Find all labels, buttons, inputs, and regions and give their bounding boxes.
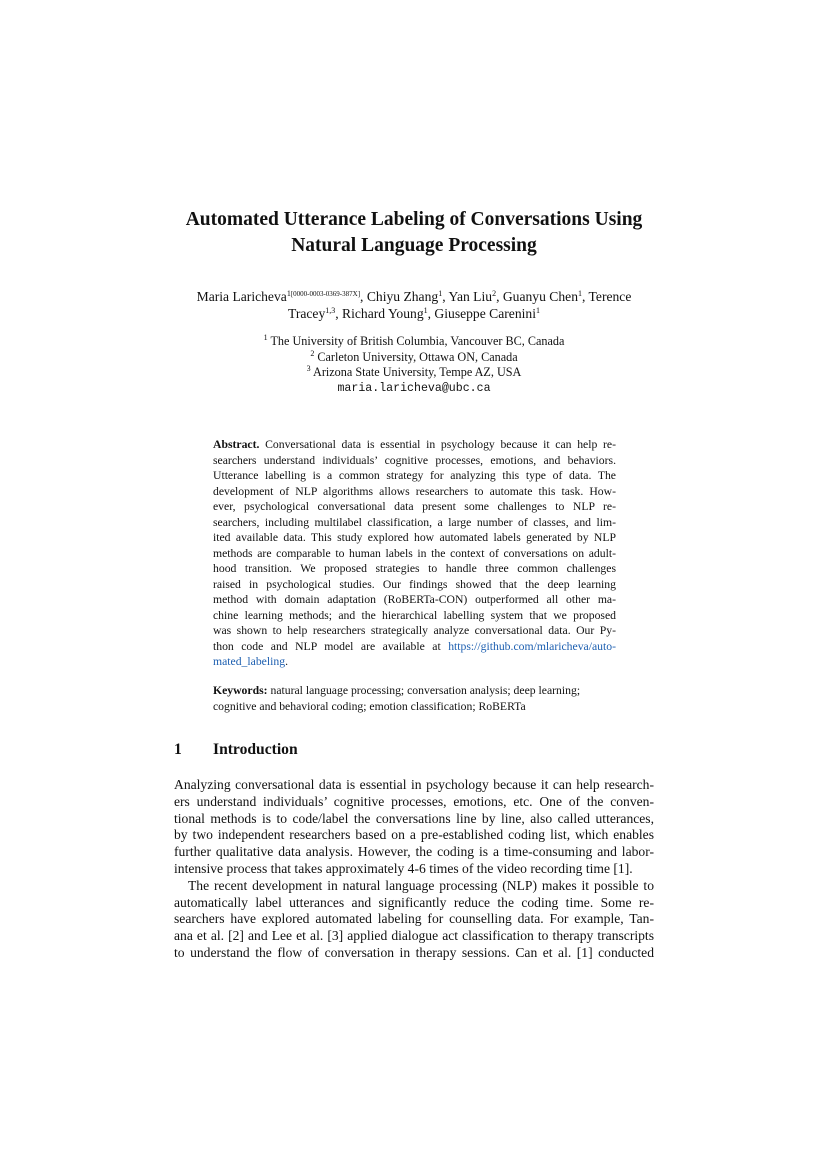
abstract-line: method with domain adaptation (RoBERTa-CON) outperformed all other ma- bbox=[213, 593, 616, 606]
paper-title bbox=[140, 207, 688, 259]
author-line bbox=[160, 288, 668, 305]
keywords-line: cognitive and behavioral coding; emotion classification; RoBERTa bbox=[213, 699, 526, 713]
author-affil-sup: 1 bbox=[438, 289, 443, 298]
author-name: , Guanyu Chen bbox=[496, 289, 578, 304]
section-title: Introduction bbox=[213, 741, 298, 758]
author-name: Tracey bbox=[288, 306, 326, 321]
body-line: Analyzing conversational data is essential in psychology because it can help research- bbox=[174, 777, 654, 792]
title-line: Automated Utterance Labeling of Conversations Using bbox=[185, 209, 643, 230]
author-affil-sup: 1,3 bbox=[325, 306, 336, 315]
orcid-id: [0000-0003-0369-387X] bbox=[290, 290, 361, 298]
author-name: , Richard Young bbox=[335, 306, 424, 321]
author-affil-sup: 1 bbox=[535, 306, 540, 315]
abstract-line: searchers, including multilabel classification, a large number of classes, and lim- bbox=[213, 515, 616, 529]
abstract-line: Abstract. Conversational data is essential in psychology because it can help re- bbox=[213, 438, 616, 451]
affiliation: $^1$ The University of British Columbia, Vancouver BC, Canada bbox=[263, 333, 565, 348]
abstract-line: mated_labeling. bbox=[213, 655, 288, 668]
body-line: intensive process that takes approximately 4-6 times of the video recording time [1]. bbox=[174, 860, 633, 876]
body-line: ana et al. [2] and Lee et al. [3] applied dialogue act classification to therapy transcripts bbox=[174, 928, 654, 944]
author-name: , Giuseppe Carenini bbox=[427, 306, 536, 321]
body-line: tional methods is to code/label the conversations line by line, also called utterances, bbox=[174, 810, 654, 826]
author-affil-sup: 1 bbox=[578, 289, 582, 298]
keywords-label: Keywords: bbox=[213, 684, 268, 697]
abstract-line: thon code and NLP model are available at https://github.com/mlaricheva/auto- bbox=[213, 639, 616, 653]
abstract-line: development of NLP algorithms allows researchers to automate this task. How- bbox=[213, 484, 616, 498]
affiliation: $^2$ Carleton University, Ottawa ON, Canada bbox=[310, 348, 518, 364]
body-line: The recent development in natural language processing (NLP) makes it possible to bbox=[188, 877, 654, 893]
abstract-line: raised in psychological studies. Our findings showed that the deep learning bbox=[213, 577, 616, 591]
abstract-line: ever, psychological conversational data present some challenges to NLP re- bbox=[213, 500, 616, 513]
body-line: further qualitative data analysis. However, the coding is a time-consuming and labor- bbox=[174, 844, 654, 860]
affiliation-list bbox=[200, 334, 628, 396]
abstract-line: ited available data. This study explored how automated labels generated by NLP bbox=[213, 531, 616, 544]
title-line: Natural Language Processing bbox=[291, 235, 537, 256]
abstract-line: methods are comparable to human labels in the context of conversations on adult- bbox=[213, 546, 616, 560]
author-name: , Terence bbox=[582, 289, 632, 304]
body-line: by two independent researchers based on a pre-established coding list, which enables bbox=[174, 827, 654, 843]
body-line: automatically label utterances and significantly reduce the coding time. Some re- bbox=[174, 894, 654, 910]
abstract-line: chine learning methods; and the hierarchical labelling system that we proposed bbox=[213, 608, 616, 622]
abstract-line: hood transition. We proposed strategies to handle three common challenges bbox=[213, 562, 616, 575]
author-list bbox=[160, 288, 668, 322]
section-number: 1 bbox=[174, 741, 182, 758]
section-heading bbox=[174, 740, 298, 760]
abstract-line: Utterance labelling is a common strategy for analyzing this type of data. The bbox=[213, 469, 616, 482]
abstract-line: was shown to help researchers strategically analyze conversational data. Our Py- bbox=[213, 624, 616, 637]
author-affil-sup: 1[0000-0003-0369-387X] bbox=[286, 289, 361, 298]
code-repository-link-cont[interactable]: mated_labeling bbox=[213, 655, 286, 668]
body-line: to understand the flow of conversation in therapy sessions. Can et al. [1] conducted bbox=[174, 944, 654, 960]
author-affil-sup: 2 bbox=[492, 289, 497, 298]
code-repository-link[interactable]: https://github.com/mlaricheva/auto- bbox=[448, 639, 616, 653]
author-name: , Yan Liu bbox=[442, 289, 493, 304]
abstract bbox=[213, 437, 616, 670]
author-name: Maria Laricheva bbox=[196, 289, 287, 304]
contact-email[interactable]: maria.laricheva@ubc.ca bbox=[337, 381, 491, 395]
keywords bbox=[213, 683, 616, 714]
abstract-line: searchers understand individuals’ cognitive processes, emotions, and behaviors. bbox=[213, 453, 616, 467]
affiliation: $^3$ Arizona State University, Tempe AZ, USA bbox=[306, 364, 522, 380]
body-line: searchers have explored automated labeling for counselling data. For example, Tan- bbox=[174, 911, 654, 927]
author-name: , Chiyu Zhang bbox=[360, 289, 439, 304]
body-line: ers understand individuals’ cognitive processes, emotions, etc. One of the conven- bbox=[174, 793, 654, 809]
author-affil-sup: 1 bbox=[423, 306, 428, 315]
keywords-line: Keywords: natural language processing; conversation analysis; deep learning; bbox=[213, 684, 581, 697]
body-text bbox=[174, 777, 654, 962]
abstract-label: Abstract. bbox=[213, 438, 260, 451]
author-line bbox=[160, 305, 668, 322]
